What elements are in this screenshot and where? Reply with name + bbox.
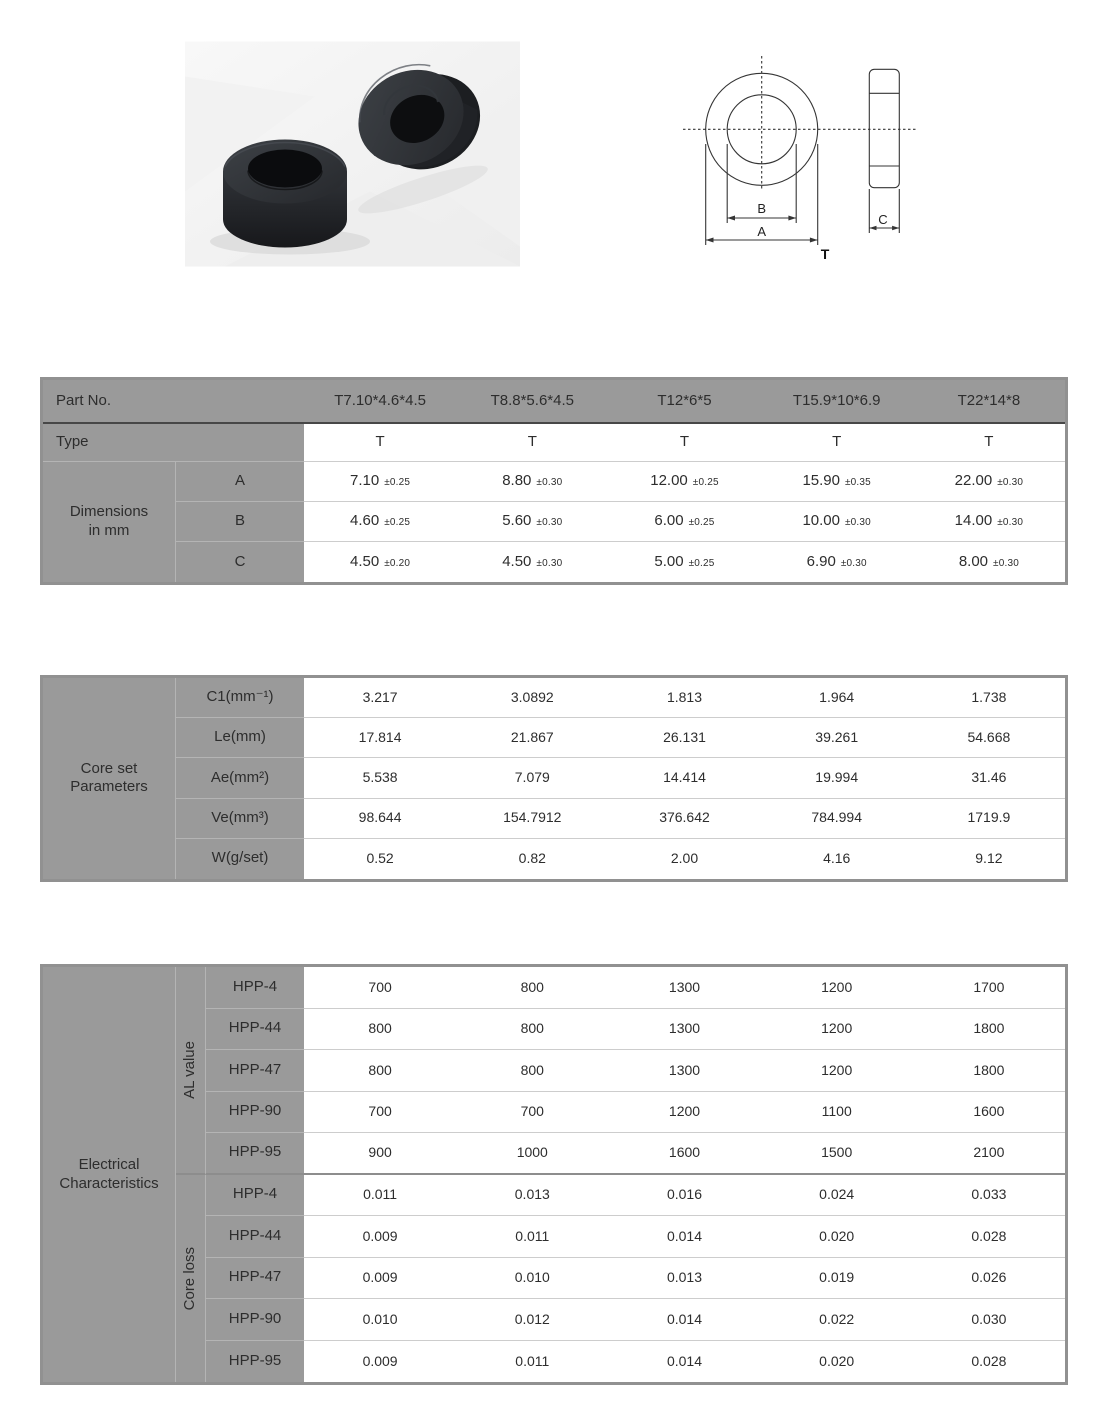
loss-cell: 0.033	[913, 1175, 1065, 1217]
dim-row-label: B	[176, 502, 304, 542]
loss-cell: 0.013	[608, 1258, 760, 1300]
type-cell: T	[456, 424, 608, 462]
toroid-core-front	[223, 140, 347, 248]
al-cell: 1200	[761, 1050, 913, 1092]
param-cell: 14.414	[608, 758, 760, 798]
part-number: T7.10*4.6*4.5	[304, 380, 456, 424]
param-cell: 154.7912	[456, 799, 608, 839]
param-label: Le(mm)	[176, 718, 304, 758]
loss-cell: 0.028	[913, 1216, 1065, 1258]
material-label: HPP-47	[206, 1258, 304, 1300]
al-cell: 800	[456, 1009, 608, 1051]
dim-label-t: T	[820, 246, 830, 262]
electrical-group-header: Electrical Characteristics	[43, 967, 176, 1382]
core-set-group-header: Core set Parameters	[43, 678, 176, 879]
param-cell: 26.131	[608, 718, 760, 758]
al-cell: 700	[304, 1092, 456, 1134]
loss-cell: 0.014	[608, 1216, 760, 1258]
loss-cell: 0.014	[608, 1341, 760, 1383]
loss-cell: 0.013	[456, 1175, 608, 1217]
loss-cell: 0.022	[761, 1299, 913, 1341]
loss-cell: 0.030	[913, 1299, 1065, 1341]
al-cell: 900	[304, 1133, 456, 1175]
al-cell: 1100	[761, 1092, 913, 1134]
dim-row-label: A	[176, 462, 304, 502]
param-cell: 7.079	[456, 758, 608, 798]
material-label: HPP-90	[206, 1092, 304, 1134]
core-set-table	[40, 675, 1068, 882]
material-label: HPP-95	[206, 1133, 304, 1175]
loss-cell: 0.024	[761, 1175, 913, 1217]
type-header: Type	[43, 424, 304, 462]
electrical-table	[40, 964, 1068, 1385]
loss-cell: 0.028	[913, 1341, 1065, 1383]
al-cell: 1300	[608, 1050, 760, 1092]
al-cell: 1000	[456, 1133, 608, 1175]
param-cell: 54.668	[913, 718, 1065, 758]
al-cell: 1700	[913, 967, 1065, 1009]
dim-cell: 5.60 ±0.30	[456, 502, 608, 542]
dim-cell: 12.00 ±0.25	[608, 462, 760, 502]
param-cell: 376.642	[608, 799, 760, 839]
material-label: HPP-4	[206, 967, 304, 1009]
dim-label-c: C	[878, 212, 888, 227]
param-cell: 0.52	[304, 839, 456, 879]
param-cell: 1719.9	[913, 799, 1065, 839]
loss-cell: 0.009	[304, 1258, 456, 1300]
type-cell: T	[761, 424, 913, 462]
al-cell: 800	[456, 967, 608, 1009]
material-label: HPP-44	[206, 1216, 304, 1258]
core-loss-header: Core loss	[176, 1175, 206, 1383]
al-cell: 1200	[761, 1009, 913, 1051]
param-cell: 3.217	[304, 678, 456, 718]
al-cell: 1300	[608, 967, 760, 1009]
al-cell: 1200	[761, 967, 913, 1009]
dim-cell: 4.50 ±0.20	[304, 542, 456, 582]
param-cell: 21.867	[456, 718, 608, 758]
loss-cell: 0.011	[456, 1216, 608, 1258]
loss-cell: 0.009	[304, 1216, 456, 1258]
param-label: Ve(mm³)	[176, 799, 304, 839]
al-cell: 1200	[608, 1092, 760, 1134]
product-photo	[185, 40, 520, 268]
side-view-outline	[869, 69, 899, 187]
loss-cell: 0.010	[304, 1299, 456, 1341]
param-cell: 17.814	[304, 718, 456, 758]
part-number: T22*14*8	[913, 380, 1065, 424]
param-cell: 0.82	[456, 839, 608, 879]
dimension-drawing	[650, 36, 945, 286]
loss-cell: 0.019	[761, 1258, 913, 1300]
param-cell: 19.994	[761, 758, 913, 798]
dim-cell: 4.50 ±0.30	[456, 542, 608, 582]
loss-cell: 0.011	[456, 1341, 608, 1383]
dim-cell: 10.00 ±0.30	[761, 502, 913, 542]
param-cell: 98.644	[304, 799, 456, 839]
param-label: C1(mm⁻¹)	[176, 678, 304, 718]
dim-cell: 7.10 ±0.25	[304, 462, 456, 502]
al-cell: 700	[456, 1092, 608, 1134]
dim-cell: 4.60 ±0.25	[304, 502, 456, 542]
type-cell: T	[913, 424, 1065, 462]
al-value-header: AL value	[176, 967, 206, 1175]
loss-cell: 0.012	[456, 1299, 608, 1341]
part-number: T15.9*10*6.9	[761, 380, 913, 424]
dim-label-b: B	[757, 201, 767, 216]
dim-cell: 8.00 ±0.30	[913, 542, 1065, 582]
param-cell: 1.738	[913, 678, 1065, 718]
param-cell: 9.12	[913, 839, 1065, 879]
material-label: HPP-47	[206, 1050, 304, 1092]
param-cell: 1.964	[761, 678, 913, 718]
dim-cell: 6.00 ±0.25	[608, 502, 760, 542]
dim-cell: 14.00 ±0.30	[913, 502, 1065, 542]
dim-cell: 22.00 ±0.30	[913, 462, 1065, 502]
loss-cell: 0.020	[761, 1216, 913, 1258]
loss-cell: 0.014	[608, 1299, 760, 1341]
param-label: Ae(mm²)	[176, 758, 304, 798]
dim-cell: 5.00 ±0.25	[608, 542, 760, 582]
loss-cell: 0.011	[304, 1175, 456, 1217]
al-cell: 1300	[608, 1009, 760, 1051]
dim-cell: 6.90 ±0.30	[761, 542, 913, 582]
param-cell: 2.00	[608, 839, 760, 879]
al-cell: 1600	[608, 1133, 760, 1175]
material-label: HPP-4	[206, 1175, 304, 1217]
param-label: W(g/set)	[176, 839, 304, 879]
loss-cell: 0.009	[304, 1341, 456, 1383]
param-cell: 784.994	[761, 799, 913, 839]
al-cell: 1800	[913, 1050, 1065, 1092]
type-cell: T	[608, 424, 760, 462]
material-label: HPP-95	[206, 1341, 304, 1383]
al-cell: 700	[304, 967, 456, 1009]
loss-cell: 0.026	[913, 1258, 1065, 1300]
type-cell: T	[304, 424, 456, 462]
param-cell: 3.0892	[456, 678, 608, 718]
al-cell: 1500	[761, 1133, 913, 1175]
material-label: HPP-90	[206, 1299, 304, 1341]
dimensions-group-header: Dimensions in mm	[43, 462, 176, 582]
al-cell: 1800	[913, 1009, 1065, 1051]
al-cell: 2100	[913, 1133, 1065, 1175]
part-no-header: Part No.	[43, 380, 304, 424]
dimensions-table	[40, 377, 1068, 585]
al-cell: 800	[456, 1050, 608, 1092]
al-cell: 800	[304, 1009, 456, 1051]
part-number: T12*6*5	[608, 380, 760, 424]
dim-cell: 8.80 ±0.30	[456, 462, 608, 502]
param-cell: 1.813	[608, 678, 760, 718]
part-number: T8.8*5.6*4.5	[456, 380, 608, 424]
material-label: HPP-44	[206, 1009, 304, 1051]
dim-label-a: A	[757, 224, 767, 239]
dim-cell: 15.90 ±0.35	[761, 462, 913, 502]
param-cell: 5.538	[304, 758, 456, 798]
loss-cell: 0.016	[608, 1175, 760, 1217]
param-cell: 39.261	[761, 718, 913, 758]
al-cell: 800	[304, 1050, 456, 1092]
dim-row-label: C	[176, 542, 304, 582]
param-cell: 4.16	[761, 839, 913, 879]
loss-cell: 0.010	[456, 1258, 608, 1300]
al-cell: 1600	[913, 1092, 1065, 1134]
loss-cell: 0.020	[761, 1341, 913, 1383]
param-cell: 31.46	[913, 758, 1065, 798]
